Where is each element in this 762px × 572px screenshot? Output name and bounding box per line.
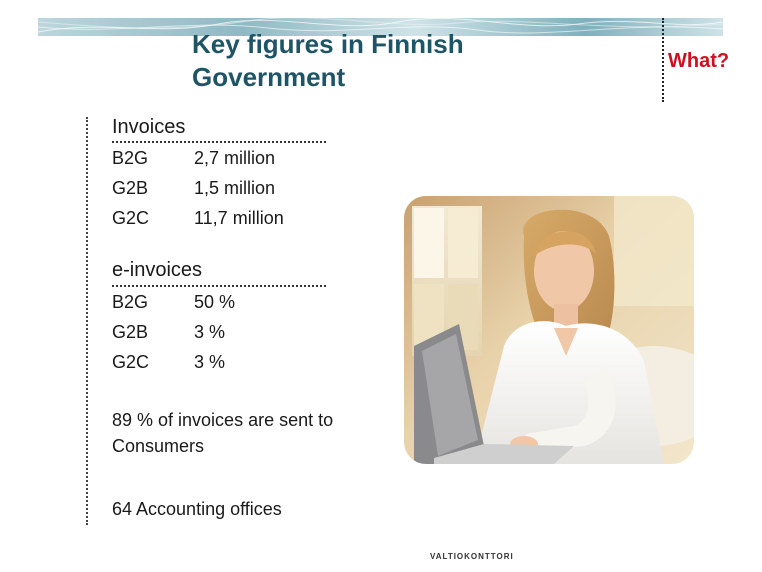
row-value: 11,7 million — [194, 208, 284, 228]
row-value: 50 % — [194, 292, 236, 312]
woman-with-laptop-photo — [404, 196, 694, 464]
row-category: G2C — [112, 208, 150, 228]
einvoices-heading-rule — [112, 285, 326, 287]
footer-logo: VALTIOKONTTORI — [430, 552, 514, 561]
invoices-row — [112, 178, 275, 199]
row-category: G2B — [112, 178, 149, 198]
einvoices-row — [112, 292, 235, 313]
page-title: Key figures in Finnish Government — [192, 29, 464, 92]
row-value: 2,7 million — [194, 148, 276, 168]
content-rule — [86, 117, 88, 525]
einvoices-heading: e-invoices — [112, 259, 203, 281]
row-value: 3 % — [194, 352, 226, 372]
row-category: G2B — [112, 322, 149, 342]
row-category: B2G — [112, 148, 149, 168]
row-category: G2C — [112, 352, 150, 372]
accounting-note: 64 Accounting offices — [112, 499, 282, 519]
invoices-row — [112, 208, 284, 229]
header-divider — [662, 18, 664, 102]
row-value: 3 % — [194, 322, 226, 342]
consumers-note: 89 % of invoices are sent to Consumers — [112, 410, 334, 456]
einvoices-row — [112, 352, 225, 373]
invoices-heading: Invoices — [112, 116, 186, 138]
section-label: What? — [668, 50, 730, 72]
invoices-heading-rule — [112, 141, 326, 143]
invoices-row — [112, 148, 275, 169]
row-value: 1,5 million — [194, 178, 276, 198]
photo-illustration — [404, 196, 694, 464]
einvoices-row — [112, 322, 225, 343]
row-category: B2G — [112, 292, 149, 312]
